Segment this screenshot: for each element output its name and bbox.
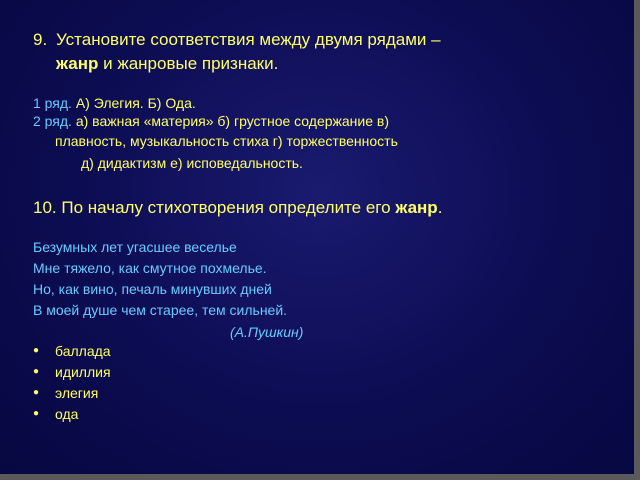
poem-line-1: Безумных лет угасшее веселье: [33, 239, 237, 255]
question-10-bold-word: жанр: [395, 198, 438, 217]
question-10-text: 10. По началу стихотворения определите его: [33, 198, 396, 217]
poem-author: (А.Пушкин): [230, 324, 304, 340]
row-2: [33, 112, 389, 130]
row-2-continuation-2: д) дидактизм е) исповедальность.: [81, 155, 303, 171]
bullet-icon: ●: [33, 345, 40, 356]
row-1: [33, 94, 196, 112]
question-10: [33, 196, 442, 220]
question-10-end: .: [437, 198, 443, 217]
poem-line-3: Но, как вино, печаль минувших дней: [33, 281, 272, 297]
question-9-bold-word: жанр: [56, 54, 99, 73]
bullet-icon: ●: [33, 408, 40, 419]
question-9-line-1: Установите соответствия между двумя рядами –: [56, 30, 441, 49]
poem-line-4: В моей душе чем старее, тем сильней.: [33, 302, 288, 318]
row-1-label: 1 ряд.: [33, 95, 72, 111]
question-9-line-2: [56, 52, 576, 76]
bullet-icon: ●: [33, 387, 40, 398]
question-9-line-2-rest: и жанровые признаки.: [98, 54, 279, 73]
poem-line-2: Мне тяжело, как смутное похмелье.: [33, 260, 267, 276]
row-2-text: а) важная «материя» б) грустное содержание в): [75, 113, 390, 129]
row-2-label: 2 ряд.: [33, 113, 72, 129]
bullet-icon: ●: [33, 366, 40, 377]
row-1-text: А) Элегия. Б) Ода.: [75, 95, 196, 111]
row-2-continuation-1: плавность, музыкальность стиха г) торжественность: [55, 133, 398, 149]
question-9-text: [56, 28, 576, 76]
question-9-number: 9.: [33, 30, 48, 49]
